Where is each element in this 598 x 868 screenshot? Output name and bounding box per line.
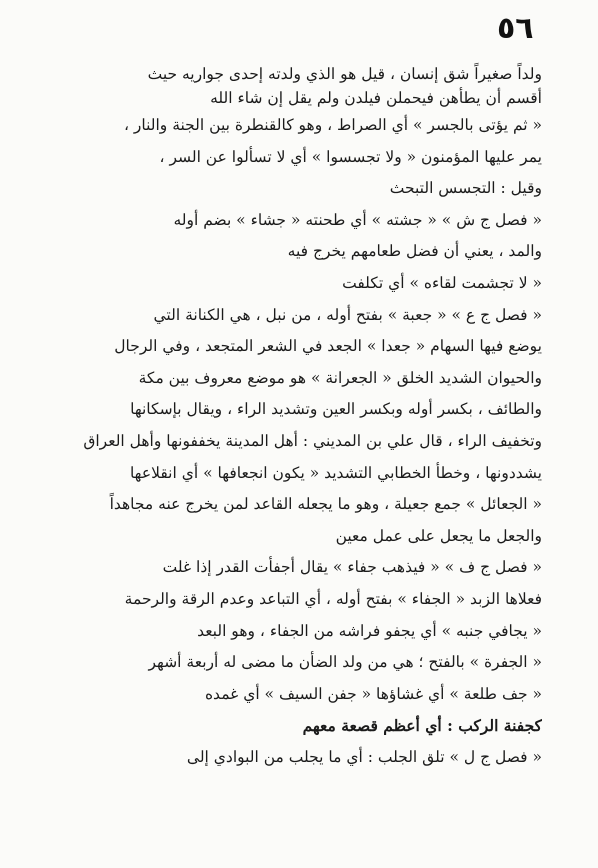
text-line: « الجعائل » جمع جعيلة ، وهو ما يجعله القاعد لمن يخرج عنه مجاهداً [109, 495, 542, 514]
text-line: والمد ، يعني أن فضل طعامهم يخرج فيه [287, 242, 542, 261]
text-line: يشددونها ، وخطأ الخطابي التشديد « يكون انجعافها » أي انقلاعها [129, 463, 542, 482]
text-line: كجفنة الركب : أي أعظم قصعة معهم [302, 716, 542, 736]
text-line: والجعل ما يجعل على عمل معين [335, 526, 542, 545]
text-line: يوضع فيها السهام « جعدا » الجعد في الشعر المتجعد ، وفي الرجال [114, 337, 542, 356]
text-line: « فصل ج ف » « فيذهب جفاء » يقال أجفأت القدر إذا غلت [162, 558, 542, 577]
text-line: ولداً صغيراً شق إنسان ، قيل هو الذي ولدته إحدى جواريه حيث [147, 65, 542, 83]
text-line: والطائف ، بكسر أوله وبكسر العين وتشديد الراء ، ويقال بإسكانها [130, 400, 542, 419]
text-line: « فصل ج ع » « جعبة » بفتح أوله ، من نبل ، هي الكنانة التي [153, 305, 542, 324]
text-line: فعلاها الزبد « الجفاء » بفتح أوله ، أي التباعد وعدم الرقة والرحمة [124, 589, 542, 608]
text-line: يمر عليها المؤمنون « ولا تجسسوا » أي لا تسألوا عن السر ، [159, 147, 542, 166]
text-line: والحيوان الشديد الخلق « الجعرانة » هو موضع معروف بين مكة [138, 368, 542, 387]
text-line: « فصل ج ل » تلق الجلب : أي ما يجلب من البوادي إلى [186, 747, 542, 766]
text-line: « يجافي جنبه » أي يجفو فراشه من الجفاء ، وهو البعد [197, 621, 542, 640]
text-line: أقسم أن يطأهن فيحملن فيلدن ولم يقل إن شاء الله [210, 89, 542, 107]
text-line: وتخفيف الراء ، قال علي بن المديني : أهل المدينة يخففونها وأهل العراق [83, 431, 542, 450]
text-line: « فصل ج ش » « جشته » أي طحنته « جشاء » بضم أوله [173, 210, 542, 229]
text-line: « جف طلعة » أي غشاؤها « جفن السيف » أي غمده [204, 684, 542, 703]
text-line: « لا تجشمت لقاءه » أي تكلفت [342, 273, 542, 292]
page-number: ٥٦ [497, 11, 534, 46]
text-line: وقيل : التجسس التبحث [389, 179, 542, 198]
text-line: « الجفرة » بالفتح ؛ هي من ولد الضأن ما مضى له أربعة أشهر [148, 653, 542, 672]
text-line: « ثم يؤتى بالجسر » أي الصراط ، وهو كالقنطرة بين الجنة والنار ، [123, 116, 542, 134]
page-text-body [62, 62, 542, 773]
